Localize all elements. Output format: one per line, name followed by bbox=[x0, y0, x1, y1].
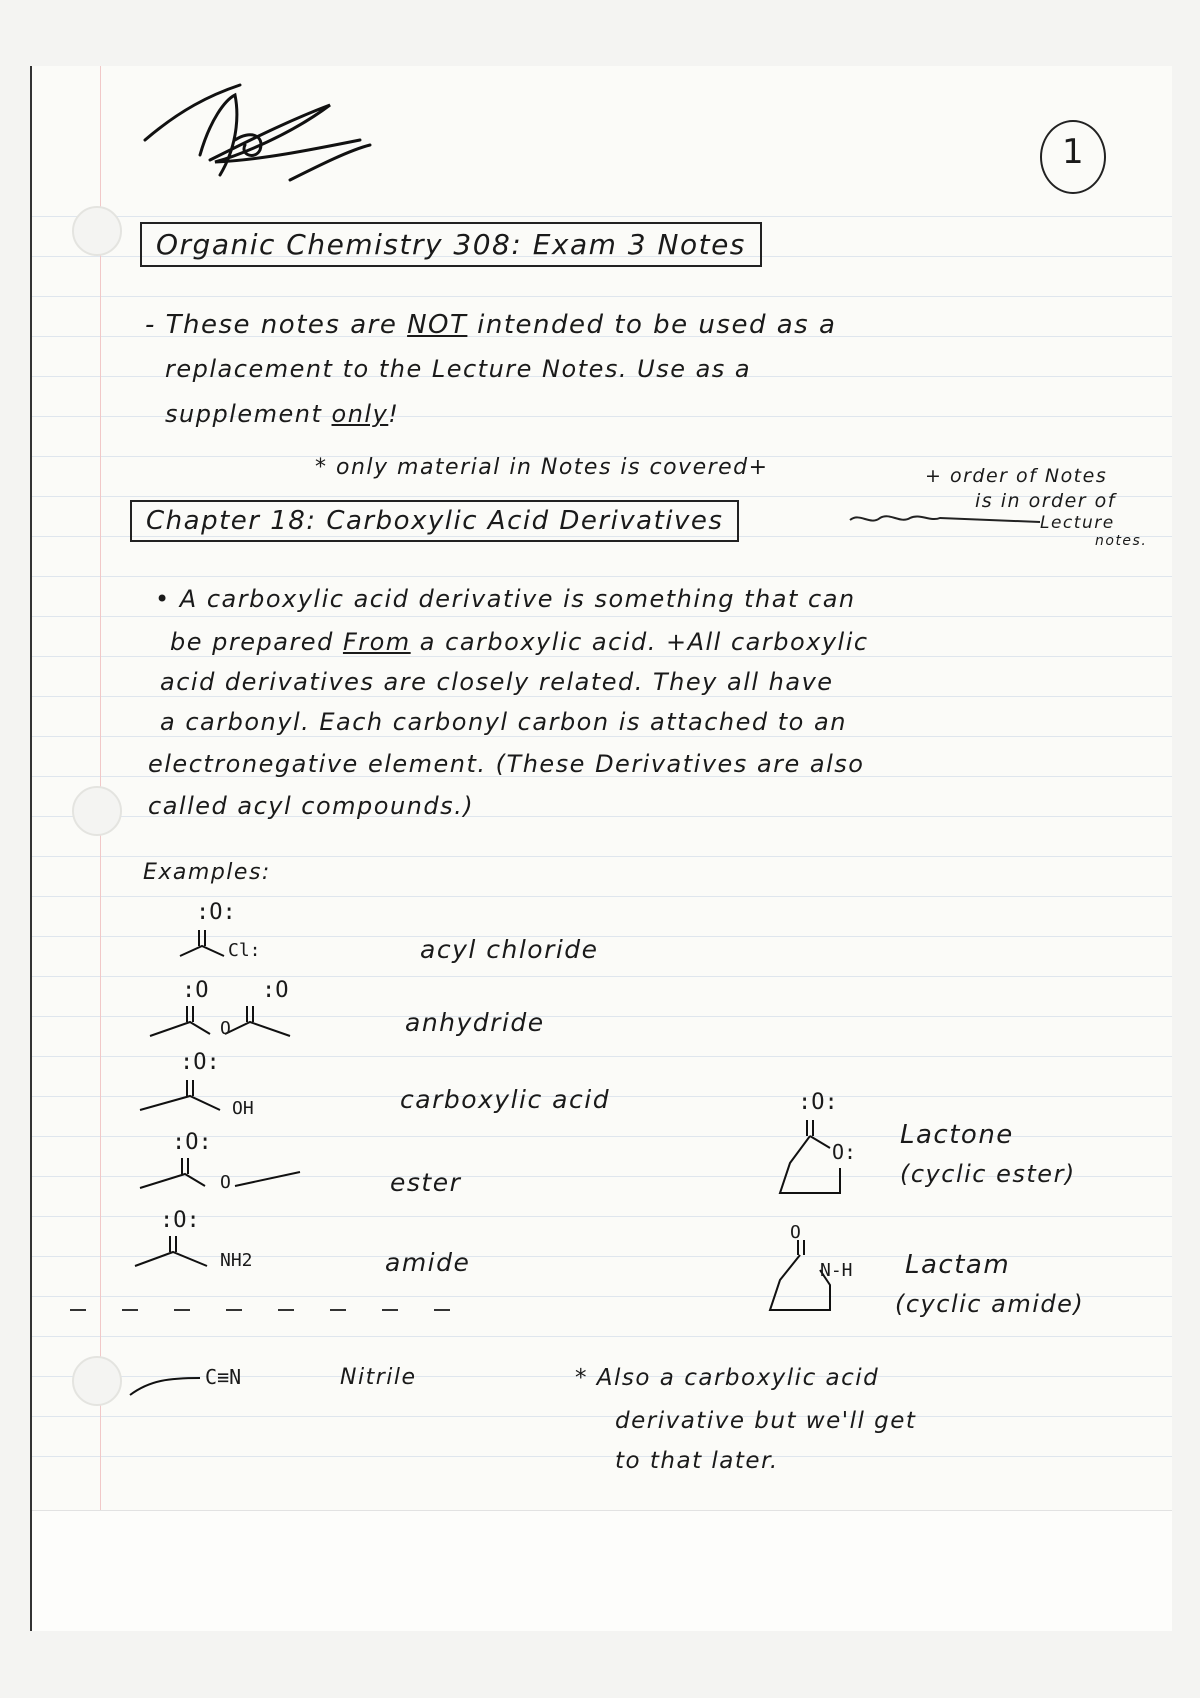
atom-label: NH2 bbox=[220, 1250, 253, 1271]
emphasis-from: From bbox=[342, 628, 411, 656]
example-name: anhydride bbox=[405, 1008, 545, 1037]
oxygen-label: :O: bbox=[180, 1050, 220, 1075]
lactone-structure bbox=[760, 1118, 880, 1198]
disclaimer-text: ! bbox=[388, 400, 400, 428]
also-note-line: to that later. bbox=[615, 1448, 779, 1474]
oxygen-label: :O bbox=[262, 978, 289, 1003]
examples-label: Examples: bbox=[143, 860, 271, 885]
paragraph-line: • A carboxylic acid derivative is something that can bbox=[155, 585, 856, 613]
nitrile-formula: C≡N bbox=[205, 1365, 242, 1389]
disclaimer-text: - These notes are bbox=[145, 310, 408, 340]
lactam-name: Lactam bbox=[905, 1250, 1011, 1280]
binder-hole bbox=[72, 206, 122, 256]
order-note-line: is in order of bbox=[975, 490, 1116, 512]
example-name: carboxylic acid bbox=[400, 1085, 611, 1114]
also-note-line: * Also a carboxylic acid bbox=[575, 1365, 880, 1391]
order-note-line: + order of Notes bbox=[925, 465, 1108, 487]
nitrile-structure bbox=[130, 1370, 210, 1400]
lactone-name: Lactone bbox=[900, 1120, 1014, 1150]
squiggle-arrow bbox=[850, 510, 1050, 530]
disclaimer-text: supplement bbox=[165, 400, 332, 428]
atom-label: N-H bbox=[820, 1260, 853, 1281]
paragraph-line: a carbonyl. Each carbonyl carbon is attached to an bbox=[160, 708, 847, 736]
also-note-line: derivative but we'll get bbox=[615, 1408, 917, 1434]
dashed-separator bbox=[70, 1305, 470, 1315]
emphasis-only: only bbox=[331, 400, 389, 428]
order-note-line: Lecture bbox=[1040, 513, 1115, 533]
disclaimer-line: replacement to the Lecture Notes. Use as a bbox=[165, 355, 752, 383]
paragraph-line: acid derivatives are closely related. They all have bbox=[160, 668, 834, 696]
example-name: amide bbox=[385, 1248, 471, 1277]
paragraph-text: be prepared bbox=[170, 628, 343, 656]
amide-structure bbox=[135, 1236, 225, 1270]
page-bottom-strip bbox=[32, 1510, 1172, 1631]
oxygen-label: :O: bbox=[172, 1130, 212, 1155]
oxygen-label: :O: bbox=[160, 1208, 200, 1233]
binder-hole bbox=[72, 786, 122, 836]
oxygen-label: :O bbox=[182, 978, 209, 1003]
disclaimer-text: intended to be used as a bbox=[467, 310, 837, 340]
paragraph-text: a carboxylic acid. +All carboxylic bbox=[410, 628, 869, 656]
chapter-heading: Chapter 18: Carboxylic Acid Derivatives bbox=[130, 500, 739, 542]
paragraph-line bbox=[170, 628, 869, 656]
binder-hole bbox=[72, 1356, 122, 1406]
lactone-desc: (cyclic ester) bbox=[900, 1160, 1076, 1188]
order-note-line: notes. bbox=[1095, 533, 1148, 549]
paragraph-line: called acyl compounds.) bbox=[148, 792, 475, 820]
atom-label: OH bbox=[232, 1098, 254, 1119]
disclaimer-line bbox=[145, 310, 836, 340]
coverage-note: * only material in Notes is covered+ bbox=[315, 455, 769, 480]
page-number: 1 bbox=[1062, 132, 1086, 172]
disclaimer-line bbox=[165, 400, 399, 428]
example-name: ester bbox=[390, 1168, 462, 1197]
atom-label: Cl: bbox=[228, 940, 261, 961]
example-name: acyl chloride bbox=[420, 935, 599, 964]
atom-label: O: bbox=[832, 1140, 857, 1164]
oxygen-label: :O: bbox=[196, 900, 236, 925]
signature-scribble bbox=[140, 80, 380, 190]
lactam-desc: (cyclic amide) bbox=[895, 1290, 1085, 1318]
nitrile-name: Nitrile bbox=[340, 1365, 417, 1390]
atom-label: O bbox=[220, 1018, 231, 1039]
atom-label: O bbox=[220, 1172, 231, 1193]
paragraph-line: electronegative element. (These Derivatives are also bbox=[148, 750, 865, 778]
emphasis-not: NOT bbox=[407, 310, 468, 340]
oxygen-label: :O: bbox=[798, 1090, 838, 1115]
page-title: Organic Chemistry 308: Exam 3 Notes bbox=[140, 222, 762, 267]
oxygen-label: O bbox=[790, 1222, 801, 1243]
